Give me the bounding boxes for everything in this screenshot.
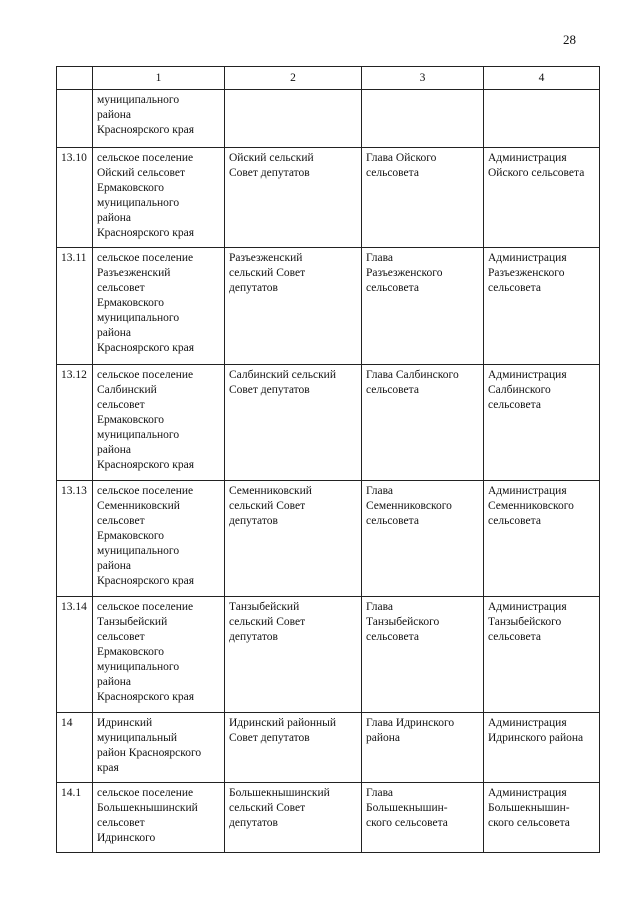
administration-cell: Администрация Салбинского сельсовета (484, 365, 600, 481)
header-cell-2: 2 (225, 67, 362, 90)
table-row (57, 713, 600, 783)
table-row (57, 481, 600, 597)
row-number: 13.10 (57, 148, 93, 248)
municipality-cell: сельское поселение Большекнышинский сельсовет Идринского (93, 783, 225, 853)
row-number: 13.14 (57, 597, 93, 713)
municipality-cell: муниципального района Красноярского края (93, 90, 225, 148)
administration-cell: Администрация Танзыбейского сельсовета (484, 597, 600, 713)
table-row (57, 783, 600, 853)
council-cell (225, 90, 362, 148)
head-cell (362, 90, 484, 148)
council-cell: Салбинский сельский Совет депутатов (225, 365, 362, 481)
row-number (57, 90, 93, 148)
municipality-cell: Идринский муниципальный район Красноярского края (93, 713, 225, 783)
head-cell: Глава Ойского сельсовета (362, 148, 484, 248)
row-number: 14.1 (57, 783, 93, 853)
header-cell-4: 4 (484, 67, 600, 90)
row-number: 14 (57, 713, 93, 783)
council-cell: Идринский районный Совет депутатов (225, 713, 362, 783)
page-number: 28 (563, 32, 576, 47)
administration-cell: Администрация Идринского района (484, 713, 600, 783)
head-cell: Глава Идринского района (362, 713, 484, 783)
head-cell: Глава Разъезженского сельсовета (362, 248, 484, 365)
header-cell-3: 3 (362, 67, 484, 90)
council-cell: Танзыбейский сельский Совет депутатов (225, 597, 362, 713)
council-cell: Ойский сельский Совет депутатов (225, 148, 362, 248)
municipality-cell: сельское поселение Разъезженский сельсовет Ермаковского муниципального района Красноярского края (93, 248, 225, 365)
head-cell: Глава Салбинского сельсовета (362, 365, 484, 481)
table-row (57, 148, 600, 248)
row-number: 13.12 (57, 365, 93, 481)
administration-cell (484, 90, 600, 148)
header-cell-num (57, 67, 93, 90)
administration-cell: Администрация Ойского сельсовета (484, 148, 600, 248)
head-cell: Глава Семенниковского сельсовета (362, 481, 484, 597)
table-row (57, 597, 600, 713)
council-cell: Разъезженский сельский Совет депутатов (225, 248, 362, 365)
row-number: 13.13 (57, 481, 93, 597)
municipality-cell: сельское поселение Танзыбейский сельсовет Ермаковского муниципального района Красноярского края (93, 597, 225, 713)
head-cell: Глава Танзыбейского сельсовета (362, 597, 484, 713)
table-row (57, 90, 600, 148)
administration-cell: Администрация Большекнышин- ского сельсовета (484, 783, 600, 853)
administration-cell: Администрация Семенниковского сельсовета (484, 481, 600, 597)
table-row (57, 365, 600, 481)
document-table (56, 66, 600, 853)
administration-cell: Администрация Разъезженского сельсовета (484, 248, 600, 365)
table-row (57, 248, 600, 365)
head-cell: Глава Большекнышин- ского сельсовета (362, 783, 484, 853)
table-header-row (57, 67, 600, 90)
municipality-cell: сельское поселение Семенниковский сельсовет Ермаковского муниципального района Красноярского края (93, 481, 225, 597)
header-cell-1: 1 (93, 67, 225, 90)
municipality-cell: сельское поселение Ойский сельсовет Ермаковского муниципального района Красноярского края (93, 148, 225, 248)
row-number: 13.11 (57, 248, 93, 365)
municipality-cell: сельское поселение Салбинский сельсовет Ермаковского муниципального района Красноярского края (93, 365, 225, 481)
council-cell: Большекнышинский сельский Совет депутатов (225, 783, 362, 853)
council-cell: Семенниковский сельский Совет депутатов (225, 481, 362, 597)
